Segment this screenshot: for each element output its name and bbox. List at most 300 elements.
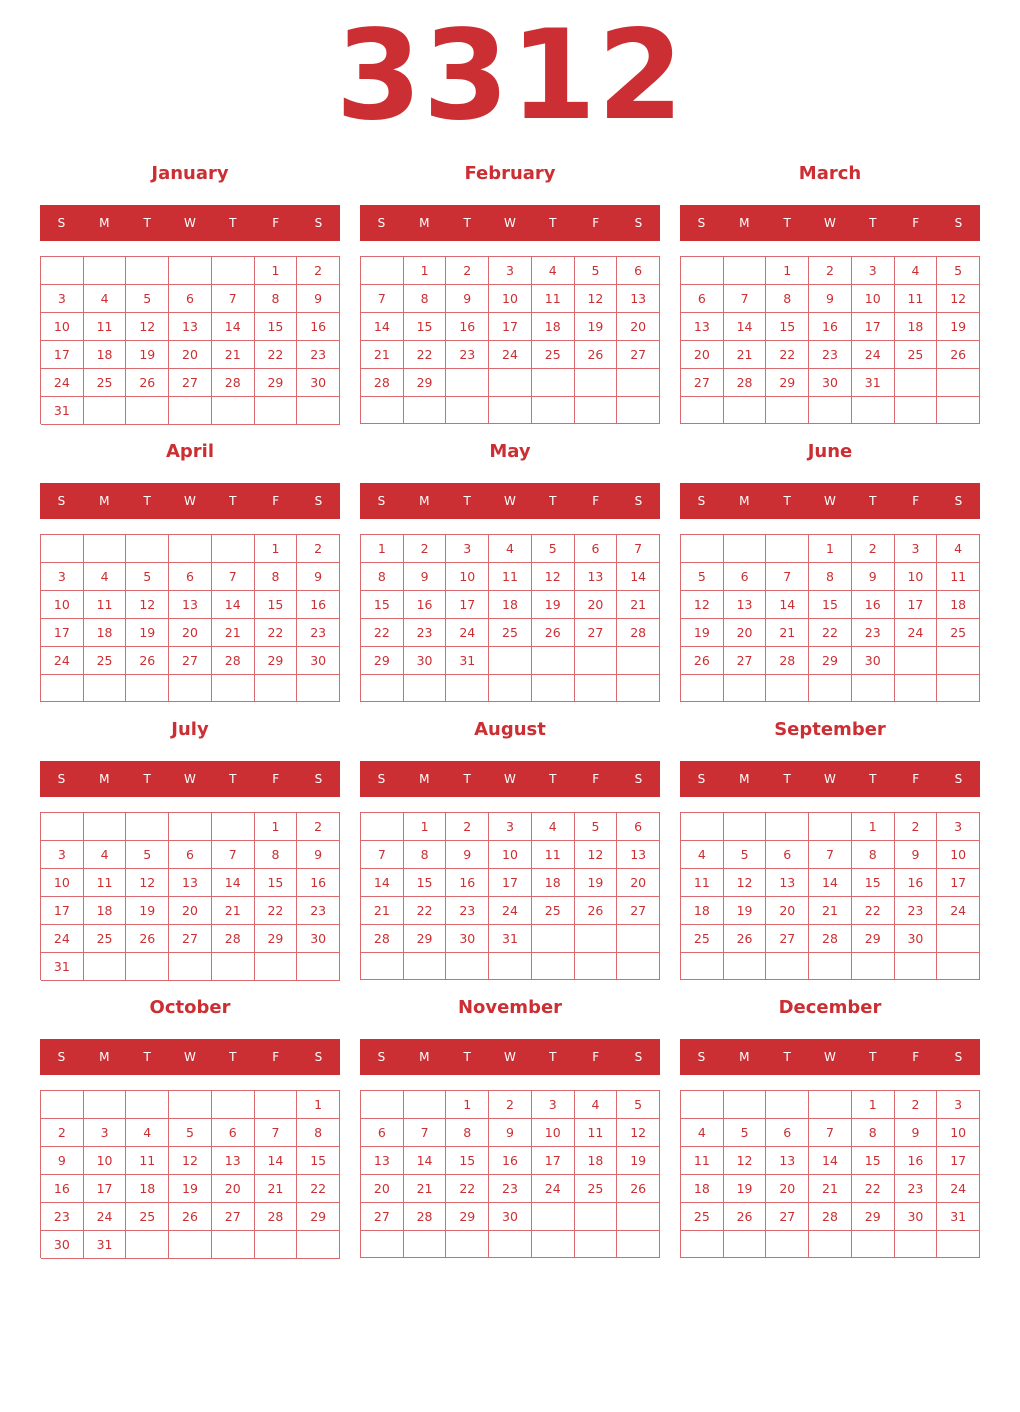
empty-cell	[532, 397, 575, 424]
day-cell: 1	[297, 1091, 340, 1119]
day-cell: 11	[532, 285, 575, 313]
day-cell: 25	[84, 647, 127, 675]
empty-cell	[809, 1231, 852, 1258]
day-cell: 19	[126, 619, 169, 647]
weekday-label: T	[549, 1050, 557, 1064]
day-cell: 26	[681, 647, 724, 675]
day-grid	[680, 256, 980, 424]
day-cell: 10	[41, 591, 84, 619]
day-cell: 7	[212, 285, 255, 313]
day-cell: 24	[41, 925, 84, 953]
day-cell: 16	[489, 1147, 532, 1175]
day-cell: 30	[489, 1203, 532, 1231]
day-cell: 25	[84, 369, 127, 397]
day-cell: 13	[766, 1147, 809, 1175]
empty-cell	[126, 813, 169, 841]
weekday-label: M	[419, 494, 430, 508]
weekday-label: F	[272, 494, 280, 508]
empty-cell	[212, 535, 255, 563]
weekday-header	[40, 761, 340, 797]
day-cell: 12	[724, 869, 767, 897]
empty-cell	[489, 369, 532, 397]
day-cell: 18	[532, 869, 575, 897]
empty-cell	[404, 397, 447, 424]
day-cell: 9	[446, 841, 489, 869]
empty-cell	[724, 1091, 767, 1119]
day-cell: 5	[126, 841, 169, 869]
empty-cell	[41, 257, 84, 285]
day-cell: 23	[809, 341, 852, 369]
day-cell: 22	[446, 1175, 489, 1203]
day-cell: 21	[361, 341, 404, 369]
empty-cell	[446, 369, 489, 397]
day-cell: 22	[809, 619, 852, 647]
day-cell: 15	[404, 313, 447, 341]
empty-cell	[809, 397, 852, 424]
weekday-label: M	[739, 1050, 750, 1064]
day-cell: 13	[724, 591, 767, 619]
day-cell: 3	[532, 1091, 575, 1119]
day-cell: 25	[84, 925, 127, 953]
empty-cell	[724, 813, 767, 841]
empty-cell	[532, 675, 575, 702]
day-cell: 14	[617, 563, 660, 591]
weekday-label: S	[57, 1050, 66, 1064]
day-cell: 4	[84, 841, 127, 869]
weekday-label: M	[739, 772, 750, 786]
empty-cell	[766, 1231, 809, 1258]
day-cell: 24	[532, 1175, 575, 1203]
weekday-label: M	[99, 494, 110, 508]
weekday-label: S	[314, 772, 323, 786]
day-cell: 6	[361, 1119, 404, 1147]
empty-cell	[937, 369, 980, 397]
empty-cell	[617, 675, 660, 702]
day-cell: 26	[126, 647, 169, 675]
weekday-label: T	[463, 1050, 471, 1064]
day-cell: 19	[575, 313, 618, 341]
weekday-label: F	[592, 772, 600, 786]
empty-cell	[255, 1091, 298, 1119]
day-cell: 6	[575, 535, 618, 563]
day-cell: 1	[852, 813, 895, 841]
day-cell: 18	[489, 591, 532, 619]
empty-cell	[169, 675, 212, 702]
day-cell: 10	[84, 1147, 127, 1175]
day-cell: 7	[361, 841, 404, 869]
day-cell: 21	[361, 897, 404, 925]
day-cell: 18	[895, 313, 938, 341]
day-cell: 3	[84, 1119, 127, 1147]
day-cell: 25	[575, 1175, 618, 1203]
empty-cell	[617, 953, 660, 980]
empty-cell	[446, 1231, 489, 1258]
day-cell: 17	[489, 869, 532, 897]
day-cell: 14	[212, 313, 255, 341]
empty-cell	[212, 1231, 255, 1259]
weekday-label: S	[697, 494, 706, 508]
weekday-label: T	[143, 1050, 151, 1064]
empty-cell	[169, 535, 212, 563]
weekday-label: T	[463, 494, 471, 508]
day-cell: 21	[212, 619, 255, 647]
day-cell: 21	[724, 341, 767, 369]
day-cell: 5	[169, 1119, 212, 1147]
day-cell: 18	[681, 897, 724, 925]
empty-cell	[446, 675, 489, 702]
empty-cell	[361, 1231, 404, 1258]
day-cell: 1	[361, 535, 404, 563]
empty-cell	[681, 535, 724, 563]
weekday-label: T	[869, 1050, 877, 1064]
day-cell: 9	[895, 1119, 938, 1147]
day-cell: 28	[361, 925, 404, 953]
empty-cell	[895, 369, 938, 397]
empty-cell	[84, 813, 127, 841]
weekday-label: M	[739, 494, 750, 508]
day-cell: 5	[724, 841, 767, 869]
day-cell: 14	[212, 869, 255, 897]
empty-cell	[724, 257, 767, 285]
day-cell: 13	[681, 313, 724, 341]
empty-cell	[937, 953, 980, 980]
day-grid	[40, 534, 340, 702]
weekday-label: S	[314, 1050, 323, 1064]
empty-cell	[724, 535, 767, 563]
month-october	[40, 994, 340, 1264]
day-cell: 8	[255, 841, 298, 869]
day-cell: 8	[361, 563, 404, 591]
day-cell: 26	[126, 369, 169, 397]
empty-cell	[937, 925, 980, 953]
weekday-label: T	[463, 216, 471, 230]
day-cell: 15	[852, 869, 895, 897]
day-cell: 23	[297, 619, 340, 647]
day-cell: 24	[41, 647, 84, 675]
day-cell: 7	[766, 563, 809, 591]
weekday-label: F	[912, 494, 920, 508]
day-cell: 7	[212, 841, 255, 869]
empty-cell	[937, 647, 980, 675]
day-cell: 27	[212, 1203, 255, 1231]
empty-cell	[575, 1203, 618, 1231]
day-cell: 2	[446, 257, 489, 285]
day-cell: 12	[126, 313, 169, 341]
day-cell: 30	[297, 647, 340, 675]
day-cell: 7	[361, 285, 404, 313]
day-cell: 4	[532, 813, 575, 841]
day-cell: 10	[852, 285, 895, 313]
weekday-label: S	[954, 494, 963, 508]
day-cell: 22	[766, 341, 809, 369]
weekday-label: T	[869, 772, 877, 786]
day-cell: 29	[852, 1203, 895, 1231]
day-cell: 8	[852, 841, 895, 869]
month-name: August	[474, 719, 546, 740]
day-cell: 10	[532, 1119, 575, 1147]
day-cell: 18	[84, 897, 127, 925]
empty-cell	[575, 369, 618, 397]
empty-cell	[681, 675, 724, 702]
empty-cell	[852, 953, 895, 980]
day-cell: 23	[297, 897, 340, 925]
empty-cell	[809, 813, 852, 841]
empty-cell	[681, 1091, 724, 1119]
weekday-label: W	[824, 1050, 836, 1064]
day-cell: 2	[489, 1091, 532, 1119]
day-cell: 23	[895, 897, 938, 925]
day-cell: 19	[126, 897, 169, 925]
weekday-label: F	[272, 772, 280, 786]
empty-cell	[617, 369, 660, 397]
day-cell: 19	[681, 619, 724, 647]
weekday-header	[40, 483, 340, 519]
weekday-label: T	[143, 494, 151, 508]
day-cell: 7	[404, 1119, 447, 1147]
day-cell: 15	[255, 869, 298, 897]
weekday-label: W	[184, 494, 196, 508]
day-cell: 21	[809, 1175, 852, 1203]
weekday-header	[680, 761, 980, 797]
empty-cell	[255, 675, 298, 702]
day-cell: 12	[169, 1147, 212, 1175]
day-cell: 11	[681, 1147, 724, 1175]
empty-cell	[617, 1203, 660, 1231]
day-cell: 27	[681, 369, 724, 397]
weekday-label: F	[912, 1050, 920, 1064]
month-name: December	[778, 997, 882, 1018]
empty-cell	[724, 675, 767, 702]
day-cell: 29	[446, 1203, 489, 1231]
month-name: March	[798, 163, 862, 184]
day-cell: 15	[404, 869, 447, 897]
day-cell: 26	[575, 341, 618, 369]
day-cell: 5	[575, 257, 618, 285]
day-cell: 27	[169, 369, 212, 397]
day-cell: 10	[446, 563, 489, 591]
empty-cell	[126, 1091, 169, 1119]
day-cell: 12	[724, 1147, 767, 1175]
day-cell: 27	[766, 925, 809, 953]
weekday-label: S	[954, 1050, 963, 1064]
weekday-header	[680, 1039, 980, 1075]
weekday-label: W	[504, 494, 516, 508]
day-cell: 20	[724, 619, 767, 647]
day-cell: 19	[617, 1147, 660, 1175]
day-cell: 18	[575, 1147, 618, 1175]
day-cell: 10	[489, 285, 532, 313]
month-name: January	[151, 163, 229, 184]
day-cell: 25	[489, 619, 532, 647]
weekday-header	[680, 205, 980, 241]
day-cell: 22	[297, 1175, 340, 1203]
day-cell: 23	[446, 341, 489, 369]
day-cell: 26	[169, 1203, 212, 1231]
empty-cell	[681, 1231, 724, 1258]
empty-cell	[724, 397, 767, 424]
weekday-label: F	[272, 1050, 280, 1064]
day-cell: 15	[297, 1147, 340, 1175]
weekday-label: W	[184, 772, 196, 786]
day-cell: 16	[895, 1147, 938, 1175]
day-cell: 25	[126, 1203, 169, 1231]
day-cell: 4	[681, 1119, 724, 1147]
empty-cell	[255, 953, 298, 981]
empty-cell	[489, 675, 532, 702]
day-cell: 24	[937, 897, 980, 925]
day-cell: 29	[255, 925, 298, 953]
day-cell: 1	[255, 535, 298, 563]
day-cell: 16	[297, 591, 340, 619]
month-august	[360, 716, 660, 986]
day-cell: 26	[532, 619, 575, 647]
day-cell: 22	[361, 619, 404, 647]
empty-cell	[41, 675, 84, 702]
day-cell: 2	[446, 813, 489, 841]
day-cell: 12	[532, 563, 575, 591]
day-cell: 20	[169, 619, 212, 647]
day-grid	[680, 534, 980, 702]
weekday-label: T	[783, 494, 791, 508]
weekday-label: S	[57, 216, 66, 230]
day-cell: 3	[489, 257, 532, 285]
day-cell: 28	[212, 647, 255, 675]
empty-cell	[169, 1231, 212, 1259]
empty-cell	[84, 397, 127, 425]
empty-cell	[361, 813, 404, 841]
weekday-label: S	[954, 216, 963, 230]
day-cell: 6	[617, 257, 660, 285]
day-cell: 6	[766, 841, 809, 869]
day-cell: 6	[169, 563, 212, 591]
day-cell: 25	[532, 341, 575, 369]
day-cell: 4	[84, 285, 127, 313]
empty-cell	[126, 535, 169, 563]
day-cell: 9	[41, 1147, 84, 1175]
day-cell: 3	[41, 563, 84, 591]
empty-cell	[895, 1231, 938, 1258]
month-february	[360, 160, 660, 430]
empty-cell	[84, 257, 127, 285]
empty-cell	[575, 925, 618, 953]
day-cell: 28	[404, 1203, 447, 1231]
empty-cell	[681, 813, 724, 841]
month-name: May	[489, 441, 531, 462]
weekday-label: T	[783, 216, 791, 230]
day-cell: 2	[809, 257, 852, 285]
day-cell: 3	[446, 535, 489, 563]
weekday-label: M	[419, 1050, 430, 1064]
empty-cell	[937, 397, 980, 424]
day-cell: 15	[809, 591, 852, 619]
day-cell: 24	[895, 619, 938, 647]
weekday-header	[360, 205, 660, 241]
day-cell: 10	[937, 1119, 980, 1147]
day-cell: 23	[852, 619, 895, 647]
empty-cell	[766, 675, 809, 702]
day-cell: 13	[766, 869, 809, 897]
day-cell: 20	[169, 897, 212, 925]
day-cell: 30	[297, 369, 340, 397]
day-cell: 2	[404, 535, 447, 563]
day-cell: 6	[681, 285, 724, 313]
day-cell: 27	[724, 647, 767, 675]
day-cell: 8	[404, 841, 447, 869]
day-cell: 17	[41, 897, 84, 925]
empty-cell	[895, 953, 938, 980]
weekday-label: T	[549, 216, 557, 230]
day-grid	[40, 812, 340, 980]
empty-cell	[404, 675, 447, 702]
day-cell: 16	[297, 313, 340, 341]
month-july	[40, 716, 340, 986]
day-cell: 3	[937, 813, 980, 841]
day-cell: 2	[297, 535, 340, 563]
day-cell: 11	[532, 841, 575, 869]
day-cell: 1	[255, 257, 298, 285]
day-cell: 11	[84, 869, 127, 897]
empty-cell	[766, 397, 809, 424]
day-cell: 2	[297, 813, 340, 841]
day-cell: 24	[489, 341, 532, 369]
day-cell: 28	[255, 1203, 298, 1231]
day-cell: 1	[766, 257, 809, 285]
day-cell: 24	[489, 897, 532, 925]
day-cell: 7	[809, 841, 852, 869]
day-cell: 26	[617, 1175, 660, 1203]
weekday-label: S	[57, 494, 66, 508]
day-cell: 8	[255, 285, 298, 313]
empty-cell	[126, 397, 169, 425]
weekday-label: T	[549, 494, 557, 508]
empty-cell	[681, 397, 724, 424]
day-cell: 21	[809, 897, 852, 925]
day-cell: 5	[724, 1119, 767, 1147]
day-cell: 27	[617, 341, 660, 369]
empty-cell	[169, 397, 212, 425]
empty-cell	[361, 953, 404, 980]
empty-cell	[169, 813, 212, 841]
weekday-label: S	[314, 216, 323, 230]
weekday-label: W	[504, 1050, 516, 1064]
day-cell: 18	[84, 619, 127, 647]
day-cell: 22	[852, 1175, 895, 1203]
day-cell: 20	[575, 591, 618, 619]
empty-cell	[126, 1231, 169, 1259]
empty-cell	[297, 953, 340, 981]
day-cell: 14	[361, 869, 404, 897]
weekday-label: S	[954, 772, 963, 786]
day-cell: 3	[41, 285, 84, 313]
weekday-label: M	[419, 216, 430, 230]
weekday-label: M	[739, 216, 750, 230]
day-cell: 3	[41, 841, 84, 869]
empty-cell	[169, 1091, 212, 1119]
year-title: 3312	[335, 4, 685, 148]
day-cell: 3	[937, 1091, 980, 1119]
empty-cell	[212, 675, 255, 702]
day-cell: 26	[937, 341, 980, 369]
day-cell: 29	[297, 1203, 340, 1231]
day-cell: 20	[361, 1175, 404, 1203]
day-cell: 29	[852, 925, 895, 953]
weekday-label: T	[143, 216, 151, 230]
month-january	[40, 160, 340, 430]
day-cell: 13	[169, 591, 212, 619]
month-name: February	[464, 163, 556, 184]
day-cell: 12	[126, 591, 169, 619]
empty-cell	[126, 953, 169, 981]
